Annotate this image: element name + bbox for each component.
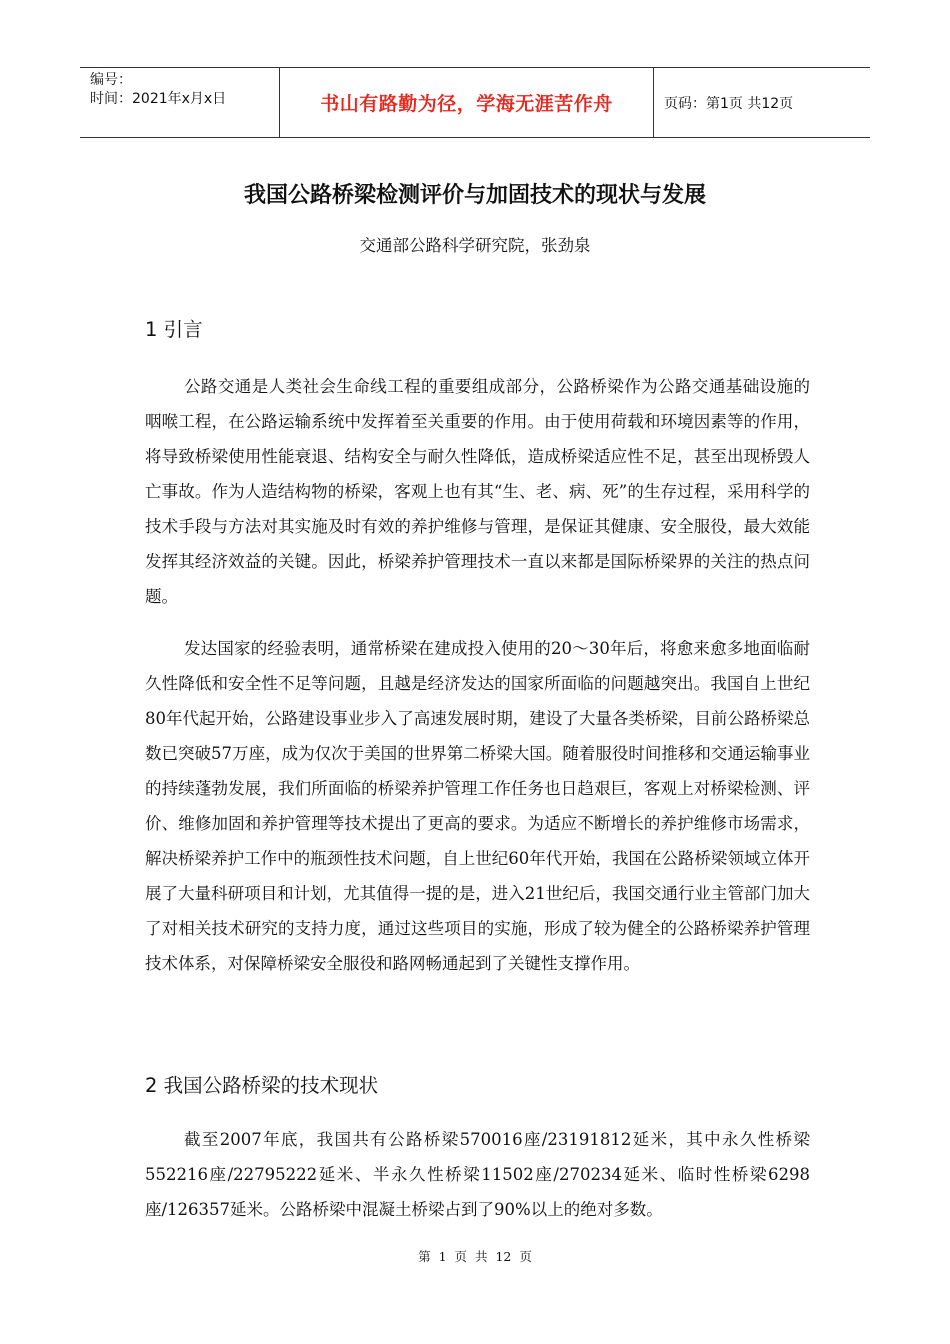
number-label: 编号：	[90, 72, 132, 88]
paragraph-intro-1: 公路交通是人类社会生命线工程的重要组成部分，公路桥梁作为公路交通基础设施的咽喉工程，在公路运输系统中发挥着至关重要的作用。由于使用荷载和环境因素等的作用，将导致桥梁使用性能衰退、结构安全与耐久性降低，造成桥梁适应性不足，甚至出现桥毁人亡事故。作为人造结构物的桥梁，客观上也有其“生、老、病、死”的生存过程，采用科学的技术手段与方法对其实施及时有效的养护维修与管理，是保证其健康、安全服役，最大效能发挥其经济效益的关键。因此，桥梁养护管理技术一直以来都是国际桥梁界的关注的热点问题。	[145, 377, 810, 606]
document-title: 我国公路桥梁检测评价与加固技术的现状与发展	[243, 182, 706, 208]
page-label: 页码：第1页 共12页	[664, 95, 794, 112]
page-footer: 第 1 页 共 12 页	[418, 1249, 532, 1264]
header-page-cell	[654, 68, 870, 137]
page-header	[80, 67, 870, 138]
section-heading-intro: 1 引言	[145, 318, 203, 341]
paragraph-intro-2: 发达国家的经验表明，通常桥梁在建成投入使用的20～30年后，将愈来愈多地面临耐久性降低和安全性不足等问题，且越是经济发达的国家所面临的问题越突出。我国自上世纪80年代起开始，公路建设事业步入了高速发展时期，建设了大量各类桥梁，目前公路桥梁总数已突破57万座，成为仅次于美国的世界第二桥梁大国。随着服役时间推移和交通运输事业的持续蓬勃发展，我们所面临的桥梁养护管理工作任务也日趋艰巨，客观上对桥梁检测、评价、维修加固和养护管理等技术提出了更高的要求。为适应不断增长的养护维修市场需求，解决桥梁养护工作中的瓶颈性技术问题，自上世纪60年代开始，我国在公路桥梁领域立体开展了大量科研项目和计划，尤其值得一提的是，进入21世纪后，我国交通行业主管部门加大了对相关技术研究的支持力度，通过这些项目的实施，形成了较为健全的公路桥梁养护管理技术体系，对保障桥梁安全服役和路网畅通起到了关键性支撑作用。	[145, 639, 810, 973]
document-author: 交通部公路科学研究院，张劲泉	[359, 236, 591, 255]
motto-text: 书山有路勤为径，学海无涯苦作舟	[320, 93, 613, 115]
date-label: 时间：2021年x月x日	[90, 91, 227, 107]
header-meta-cell	[80, 68, 280, 137]
paragraph-status-1: 截至2007年底，我国共有公路桥梁570016座/23191812延米，其中永久性桥梁552216座/22795222延米、半永久性桥梁11502座/270234延米、临时性桥梁6298座/126357延米。公路桥梁中混凝土桥梁占到了90%以上的绝对多数。	[145, 1130, 810, 1219]
section-heading-status: 2 我国公路桥梁的技术现状	[145, 1074, 379, 1097]
header-motto-cell	[280, 68, 654, 137]
